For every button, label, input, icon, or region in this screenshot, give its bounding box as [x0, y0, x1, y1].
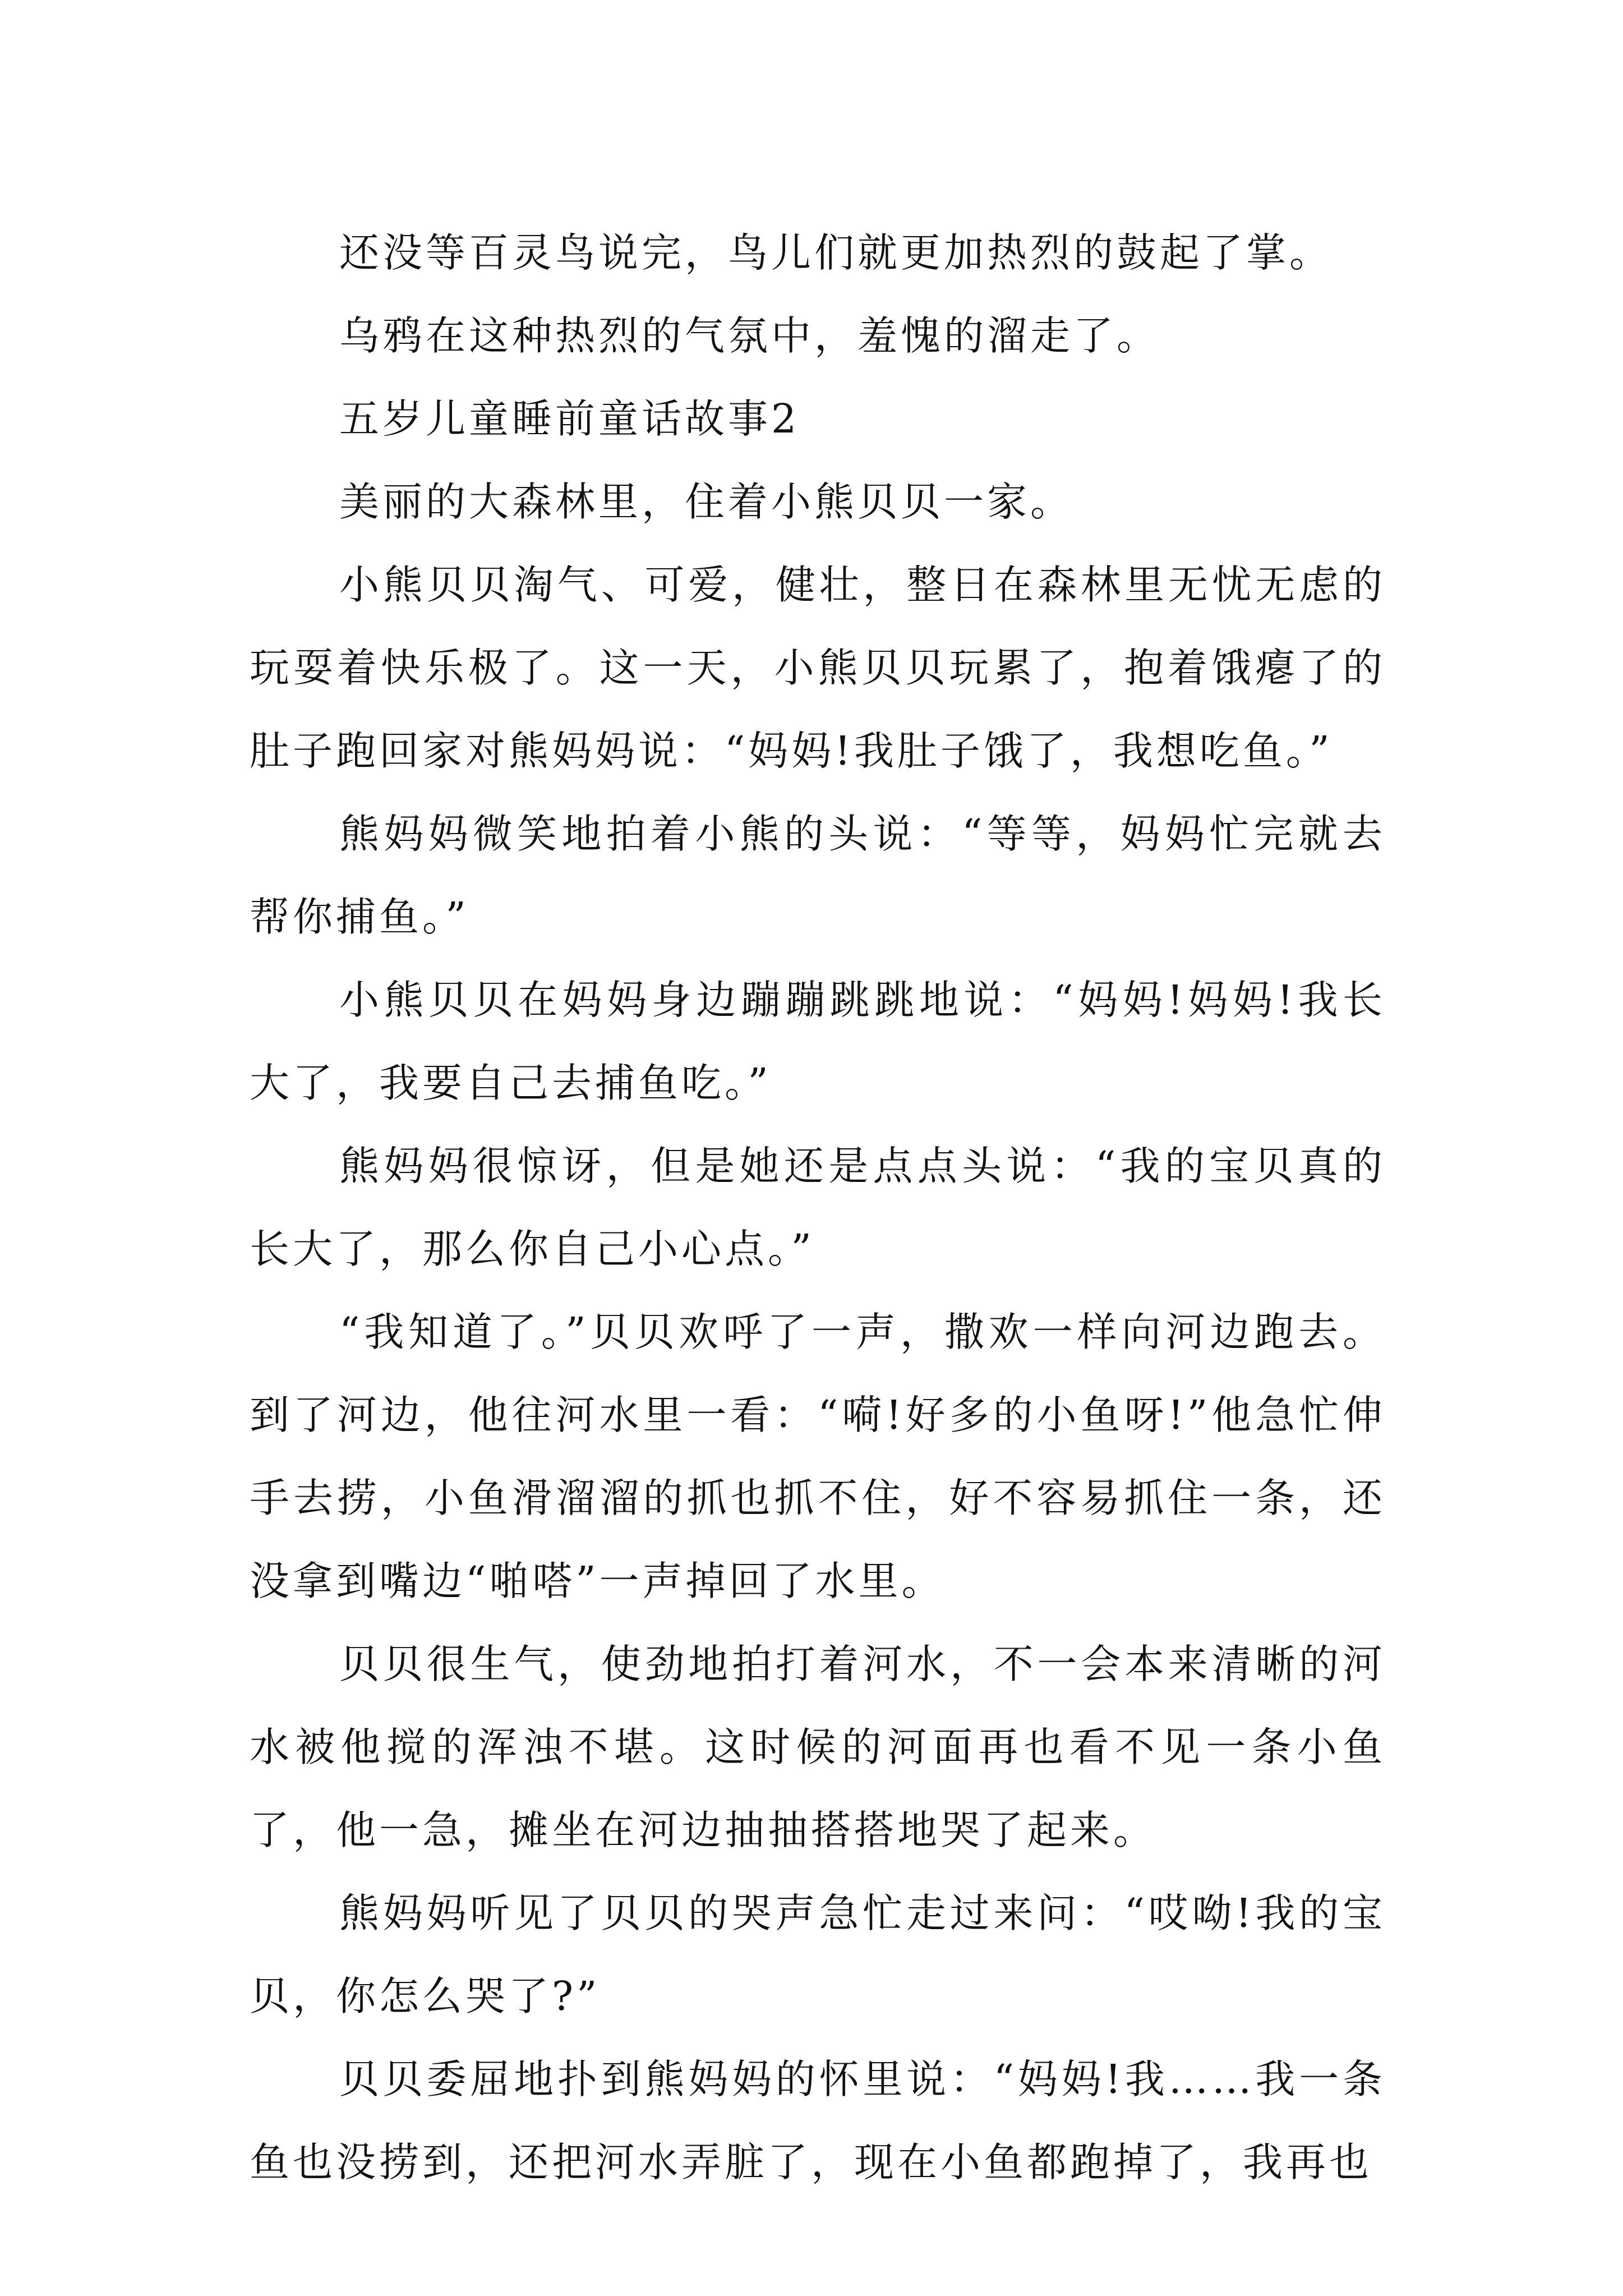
section-heading: 五岁儿童睡前童话故事2	[339, 395, 800, 442]
paragraph: 还没等百灵鸟说完，鸟儿们就更加热烈的鼓起了掌。	[339, 229, 1333, 276]
paragraph: 熊妈妈很惊讶，但是她还是点点头说：“我的宝贝真的长大了，那么你自己小心点。”	[250, 1143, 1386, 1272]
paragraph: 小熊贝贝在妈妈身边蹦蹦跳跳地说：“妈妈!妈妈!我长大了，我要自己去捕鱼吃。”	[250, 977, 1386, 1106]
paragraph: 熊妈妈听见了贝贝的哭声急忙走过来问：“哎呦!我的宝贝，你怎么哭了?”	[250, 1890, 1386, 2019]
paragraph: 乌鸦在这种热烈的气氛中，羞愧的溜走了。	[339, 312, 1160, 359]
paragraph: 熊妈妈微笑地拍着小熊的头说：“等等，妈妈忙完就去帮你捕鱼。”	[250, 811, 1386, 940]
paragraph: “我知道了。”贝贝欢呼了一声，撒欢一样向河边跑去。到了河边，他往河水里一看：“嗬!好多的小鱼呀!”他急忙伸手去捞，小鱼滑溜溜的抓也抓不住，好不容易抓住一条，还没拿到嘴边“啪嗒”一声掉回了水里。	[250, 1309, 1386, 1604]
paragraph: 贝贝委屈地扑到熊妈妈的怀里说：“妈妈!我……我一条鱼也没捞到，还把河水弄脏了，现在小鱼都跑掉了，我再也	[250, 2056, 1386, 2185]
paragraph: 贝贝很生气，使劲地拍打着河水，不一会本来清晰的河水被他搅的浑浊不堪。这时候的河面再也看不见一条小鱼了，他一急，摊坐在河边抽抽搭搭地哭了起来。	[250, 1641, 1386, 1853]
document-body	[250, 211, 1386, 2204]
paragraph: 小熊贝贝淘气、可爱，健壮，整日在森林里无忧无虑的玩耍着快乐极了。这一天，小熊贝贝玩累了，抱着饿瘪了的肚子跑回家对熊妈妈说：“妈妈!我肚子饿了，我想吃鱼。”	[250, 562, 1386, 774]
paragraph: 美丽的大森林里，住着小熊贝贝一家。	[339, 478, 1074, 525]
